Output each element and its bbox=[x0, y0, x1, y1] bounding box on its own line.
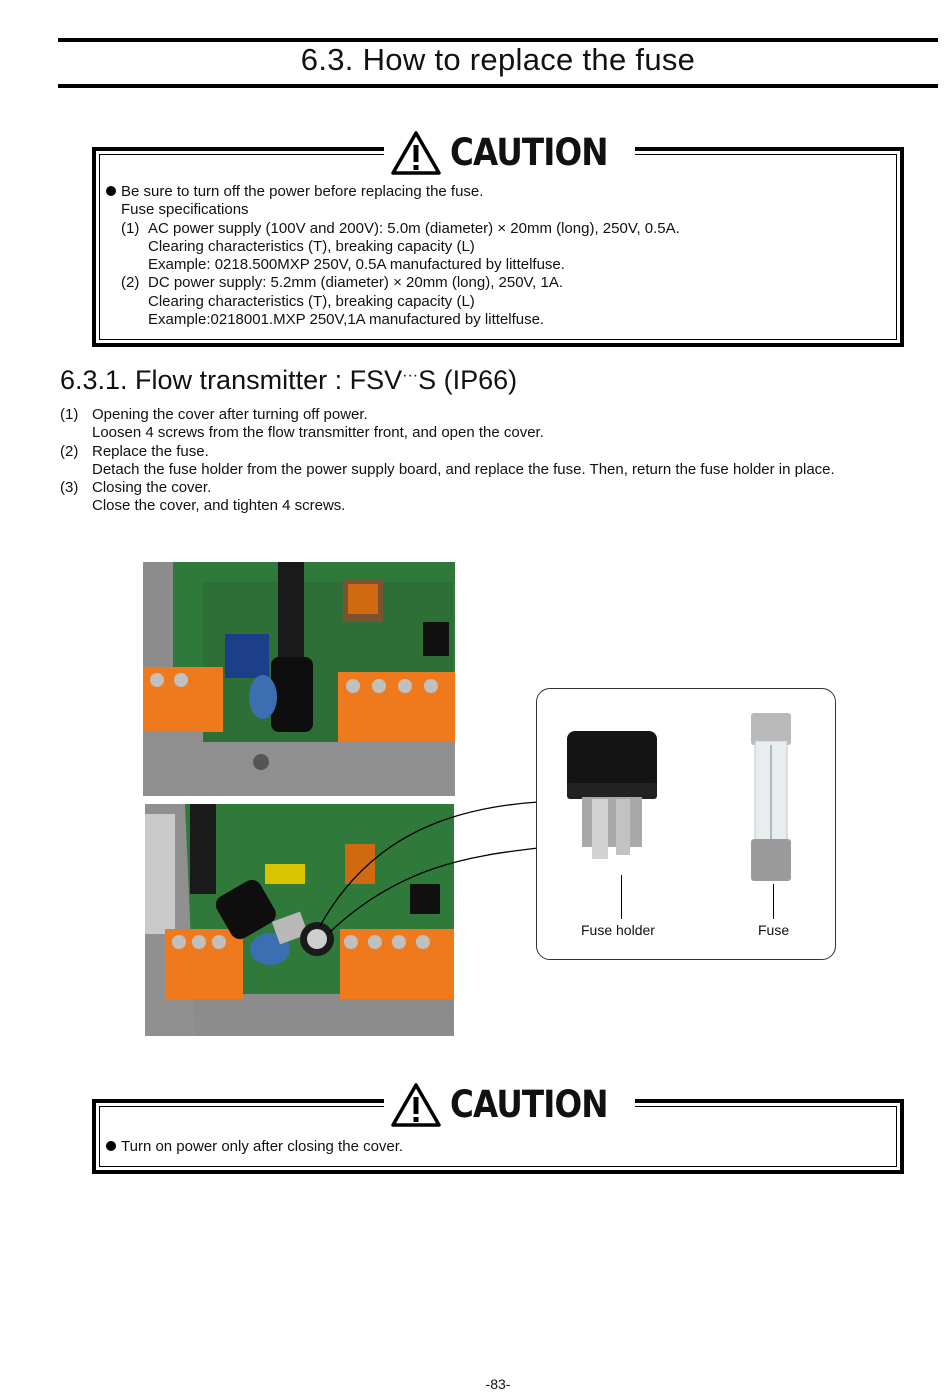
bullet-icon bbox=[106, 1141, 116, 1151]
fuse-leader bbox=[773, 884, 774, 919]
section-heading-main: 6.3.1. Flow transmitter : FSV bbox=[60, 365, 403, 395]
fuse-holder-label: Fuse holder bbox=[581, 922, 655, 938]
step-title: Opening the cover after turning off power. bbox=[92, 406, 368, 423]
caution-line-4: Clearing characteristics (T), breaking capacity (L) bbox=[148, 237, 475, 255]
step-3 bbox=[60, 479, 835, 497]
step-1 bbox=[60, 406, 835, 424]
photo-remove-fuse-holder bbox=[143, 562, 455, 796]
step-number: (1) bbox=[60, 406, 79, 423]
step-detail: Loosen 4 screws from the flow transmitter front, and open the cover. bbox=[92, 424, 544, 442]
step-number: (3) bbox=[60, 479, 79, 497]
caution-line-7: Clearing characteristics (T), breaking capacity (L) bbox=[148, 292, 475, 310]
step-detail: Detach the fuse holder from the power supply board, and replace the fuse. Then, return the fuse holder in place. bbox=[92, 460, 835, 478]
caution-line-1: Be sure to turn off the power before replacing the fuse. bbox=[121, 183, 484, 200]
caution-line-6: DC power supply: 5.2mm (diameter) × 20mm (long), 250V, 1A. bbox=[148, 274, 564, 292]
step-title: Closing the cover. bbox=[92, 479, 212, 497]
section-heading-dots: ··· bbox=[402, 367, 419, 384]
step-number: (2) bbox=[60, 442, 79, 460]
caution-line-8: Example:0218001.MXP 250V,1A manufactured by littelfuse. bbox=[148, 311, 545, 329]
warning-triangle-icon bbox=[390, 1082, 442, 1128]
step-2 bbox=[60, 443, 835, 461]
section-heading-tail: S (IP66) bbox=[418, 365, 518, 395]
caution-bottom-text bbox=[106, 1138, 403, 1156]
caution-line-2: Fuse specifications bbox=[121, 201, 249, 219]
bullet-icon bbox=[106, 186, 116, 196]
warning-triangle-icon bbox=[390, 130, 442, 176]
page-number: -83- bbox=[485, 1376, 511, 1392]
fuse-holder-leader bbox=[621, 875, 622, 919]
fuse-image bbox=[747, 711, 795, 889]
step-detail: Close the cover, and tighten 4 screws. bbox=[92, 497, 346, 515]
caution-heading-bottom bbox=[384, 1080, 635, 1130]
title-rule-bottom bbox=[58, 84, 938, 88]
page-title: 6.3. How to replace the fuse bbox=[300, 42, 696, 77]
caution-item-num-1: (1) bbox=[121, 219, 140, 237]
caution-item-num-2: (2) bbox=[121, 274, 140, 292]
caution-top-text bbox=[106, 183, 680, 329]
caution-line-3: AC power supply (100V and 200V): 5.0m (diameter) × 20mm (long), 250V, 0.5A. bbox=[148, 219, 680, 237]
step-title: Replace the fuse. bbox=[92, 442, 209, 460]
caution-word: CAUTION bbox=[450, 1083, 608, 1126]
pcb-photo-1 bbox=[143, 562, 455, 796]
fuse-label: Fuse bbox=[758, 922, 790, 938]
steps-list bbox=[60, 406, 835, 516]
section-heading bbox=[60, 365, 517, 396]
fuse-parts-callout bbox=[536, 688, 836, 960]
caution-line-5: Example: 0218.500MXP 250V, 0.5A manufactured by littelfuse. bbox=[148, 256, 565, 274]
caution-word: CAUTION bbox=[450, 131, 608, 174]
caution-bottom-line: Turn on power only after closing the cover. bbox=[121, 1138, 404, 1155]
caution-heading-top bbox=[384, 128, 635, 178]
callout-lines bbox=[300, 796, 540, 936]
fuse-holder-image bbox=[562, 727, 662, 877]
